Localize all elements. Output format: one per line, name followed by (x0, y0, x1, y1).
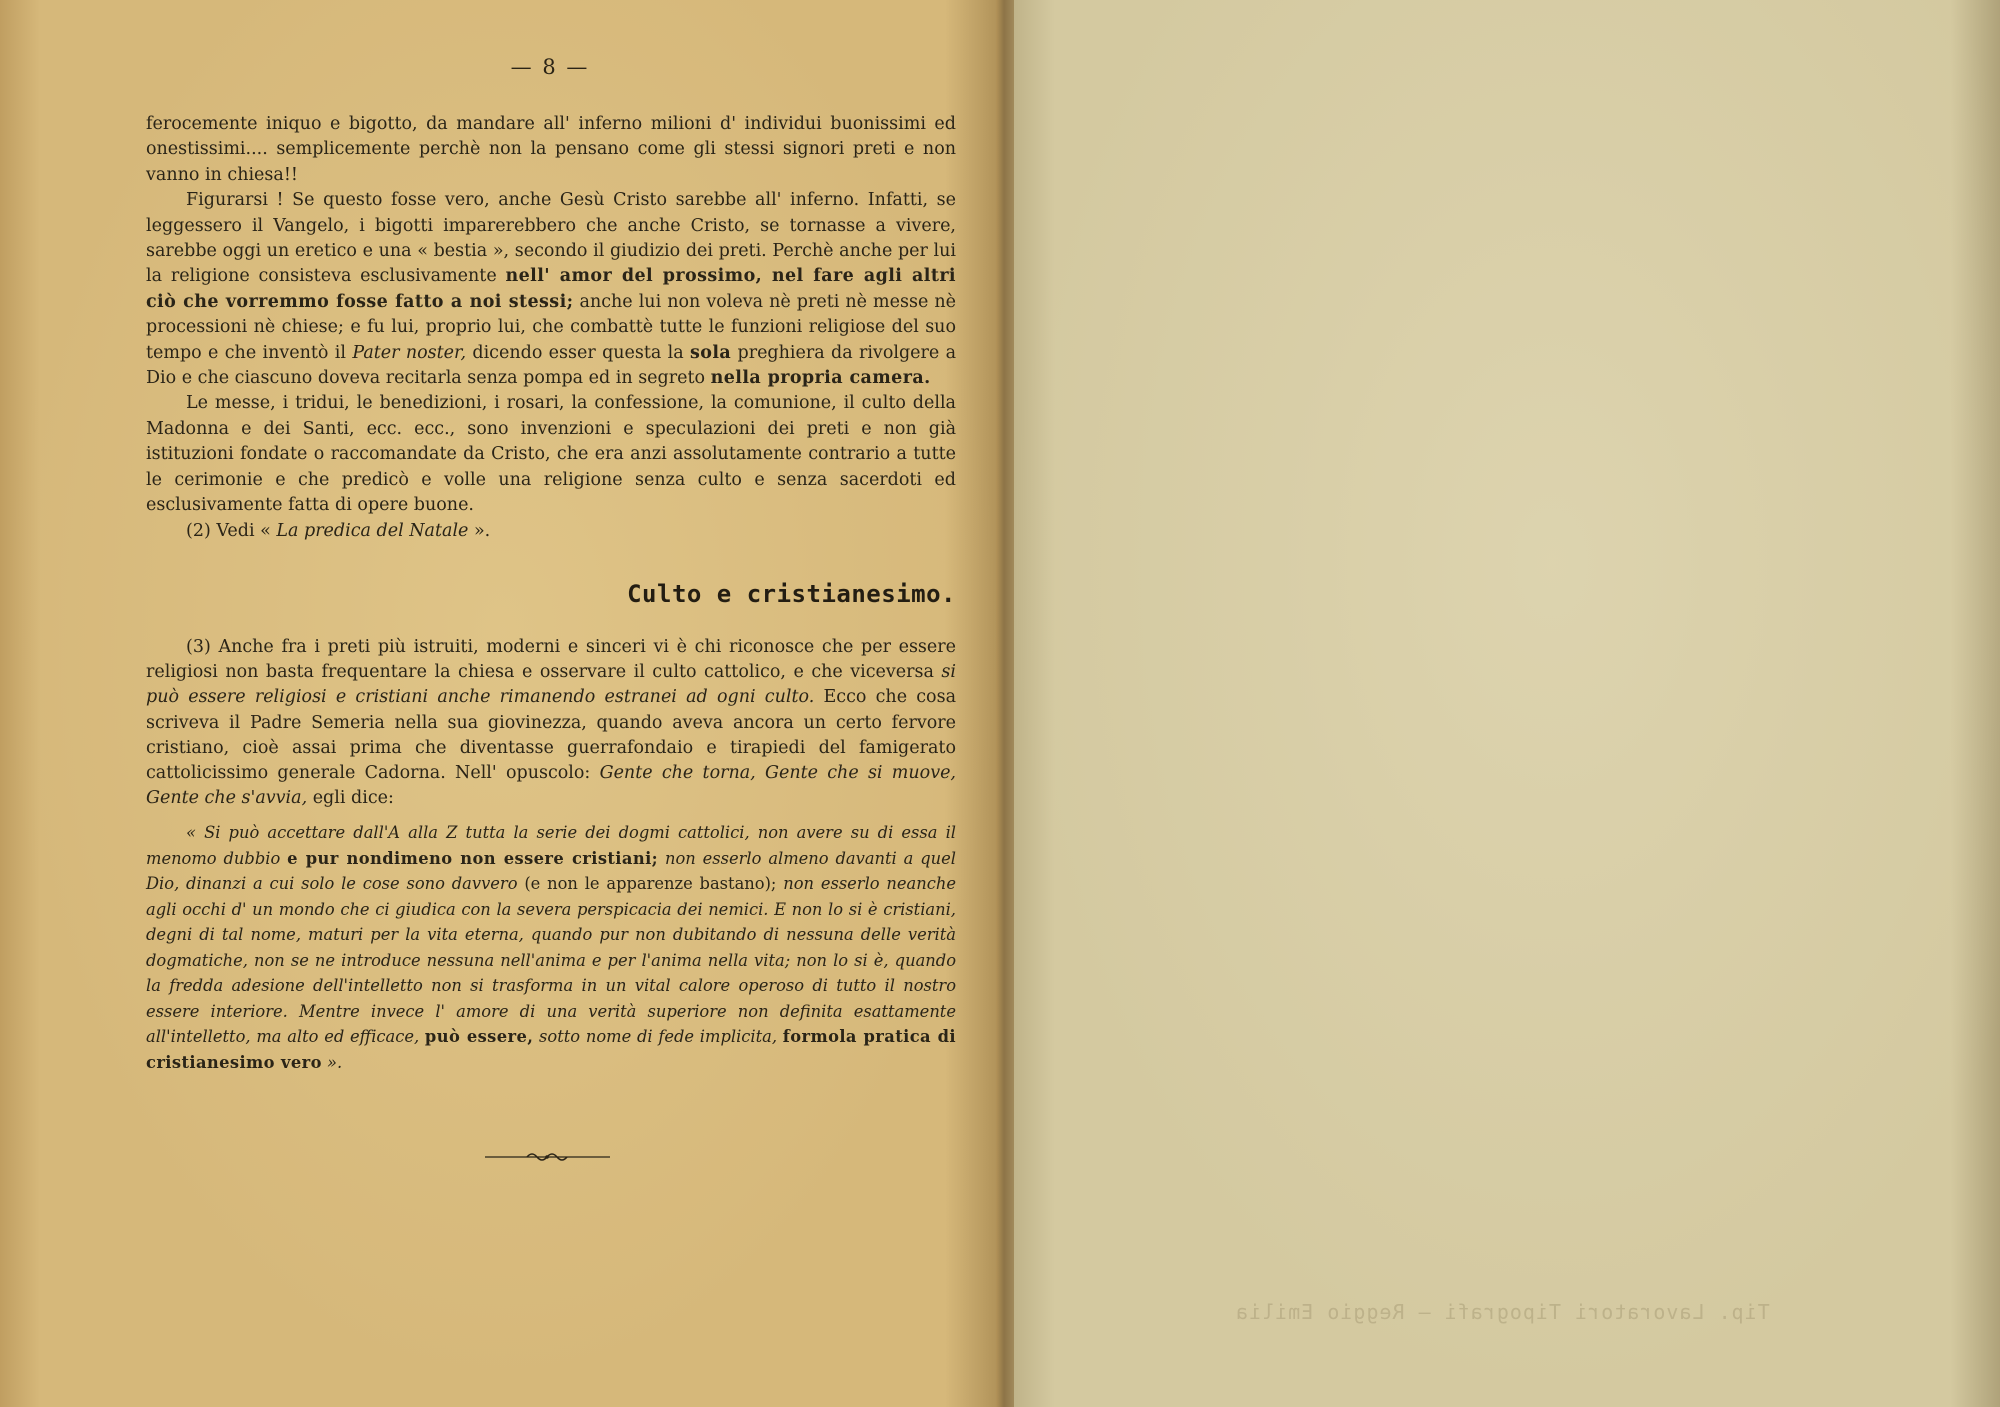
footnote-2-italic: La predica del Natale (276, 520, 469, 541)
paragraph-2-bold-c: nella propria camera. (710, 368, 931, 389)
footnote-3-italic-b: Gente che torna, Gente che si muove, Gente che s'avvia, (146, 763, 956, 809)
quote-text-a: « Si può accettare dall'A alla Z tutta la serie dei dogmi cattolici, non avere su di essa il menomo dubbio (146, 823, 956, 868)
main-text (146, 112, 956, 544)
paragraph-3-text: Le messe, i tridui, le benedizioni, i rosari, la confessione, la comunione, il culto della Madonna e dei Santi, ecc. ecc., sono invenzioni e speculazioni dei preti e non già istituzioni fondate o raccomandate da Cristo, che era anzi assolutamente contrario a tutte le cerimonie e che predicò e volle una religione senza culto e senza sacerdoti ed esclusivamente fatta di opere buone. (146, 393, 956, 516)
quote-bold-a: e pur nondimeno non essere cristiani; (287, 848, 659, 868)
paragraph-2-text-d: preghiera da rivolgere a Dio e che ciascuno doveva recitarla senza pompa ed in segreto (146, 342, 956, 389)
footnote-2 (146, 519, 956, 544)
footnote-3-text-b: Ecco che cosa scriveva il Padre Semeria nella sua giovinezza, quando aveva ancora un certo fervore cristiano, cioè assai prima che diventasse guerrafondaio e tirapiedi del famigerato cattolicissimo generale Cadorna. Nell' opuscolo: (146, 687, 957, 784)
ornament-divider-icon (485, 1150, 610, 1164)
footnote-2-text-a: (2) Vedi « (186, 520, 277, 541)
footnote-2-text-b: ». (468, 520, 491, 541)
book-gutter (996, 0, 1014, 1407)
quote-text-b: non esserlo almeno davanti a quel Dio, dinanzi a cui solo le cose sono davvero (146, 848, 957, 893)
right-page (1005, 0, 2000, 1407)
quote-text-d: sotto nome di fede implicita, (533, 1027, 783, 1046)
quote-bold-b: può essere, (424, 1027, 534, 1046)
paragraph-2-text-a: Figurarsi ! Se questo fosse vero, anche Gesù Cristo sarebbe all' inferno. Infatti, se leggessero il Vangelo, i bigotti imparerebbero che anche Cristo, se tornasse a vivere, sarebbe oggi un eretico e una « bestia », secondo il giudizio dei preti. Perchè anche per lui la religione consisteva esclusivamente (146, 190, 956, 287)
paragraph-1-text: ferocemente iniquo e bigotto, da mandare all' inferno milioni d' individui buonissimi ed onestissimi.... semplicemente perchè non la pensano come gli stessi signori preti e non vanno in chiesa!! (146, 114, 956, 185)
show-through-imprint: Tip. Lavoratori Tipografi — Reggio Emilia (1235, 1300, 1770, 1324)
page-number: — 8 — (510, 55, 590, 79)
quote-paragraph (146, 820, 956, 1075)
quote-upright-a: (e non le apparenze bastano); (524, 874, 777, 893)
paragraph-3 (146, 391, 956, 518)
section-text (146, 635, 956, 811)
paragraph-2-text-c: dicendo esser questa la (466, 342, 691, 363)
footnote-3-text-c: egli dice: (307, 788, 394, 809)
paragraph-2 (146, 188, 956, 391)
quote-text-c: non esserlo neanche agli occhi d' un mondo che ci giudica con la severa perspicacia dei nemici. E non lo si è cristiani, degni di tal nome, maturi per la vita eterna, quando pur non dubitando di nessuna delle verità dogmatiche, non se ne introduce nessuna nell'anima e per l'anima nella vita; non lo si è, quando la fredda adesione dell'intelletto non si trasforma in un vital calore operoso di tutto il nostro essere interiore. Mentre invece l' amore di una verità superiore non definita esattamente all'intelletto, ma alto ed efficace, (146, 874, 956, 1046)
paragraph-2-bold-a: nell' amor del prossimo, nel fare agli altri ciò che vorremmo fosse fatto a noi stessi; (146, 266, 956, 312)
footnote-3-italic-a: si può essere religiosi e cristiani anche rimanendo estranei ad ogni culto. (146, 662, 956, 708)
section-heading: Culto e cristianesimo. (627, 580, 956, 608)
paragraph-2-bold-b: sola (690, 342, 732, 363)
paragraph-2-italic-a: Pater noster, (352, 342, 467, 363)
footnote-3-text-a: (3) Anche fra i preti più istruiti, moderni e sinceri vi è chi riconosce che per essere religiosi non basta frequentare la chiesa e osservare il culto cattolico, e che viceversa (146, 637, 956, 683)
footnote-3 (146, 635, 956, 811)
block-quote (146, 820, 956, 1075)
paragraph-1 (146, 112, 956, 188)
quote-text-e: ». (321, 1052, 343, 1072)
paragraph-2-text-b: anche lui non voleva nè preti nè messe nè processioni nè chiese; e fu lui, proprio lui, che combattè tutte le funzioni religiose del suo tempo e che inventò il (146, 291, 956, 363)
quote-bold-c: formola pratica di cristianesimo vero (146, 1027, 956, 1072)
